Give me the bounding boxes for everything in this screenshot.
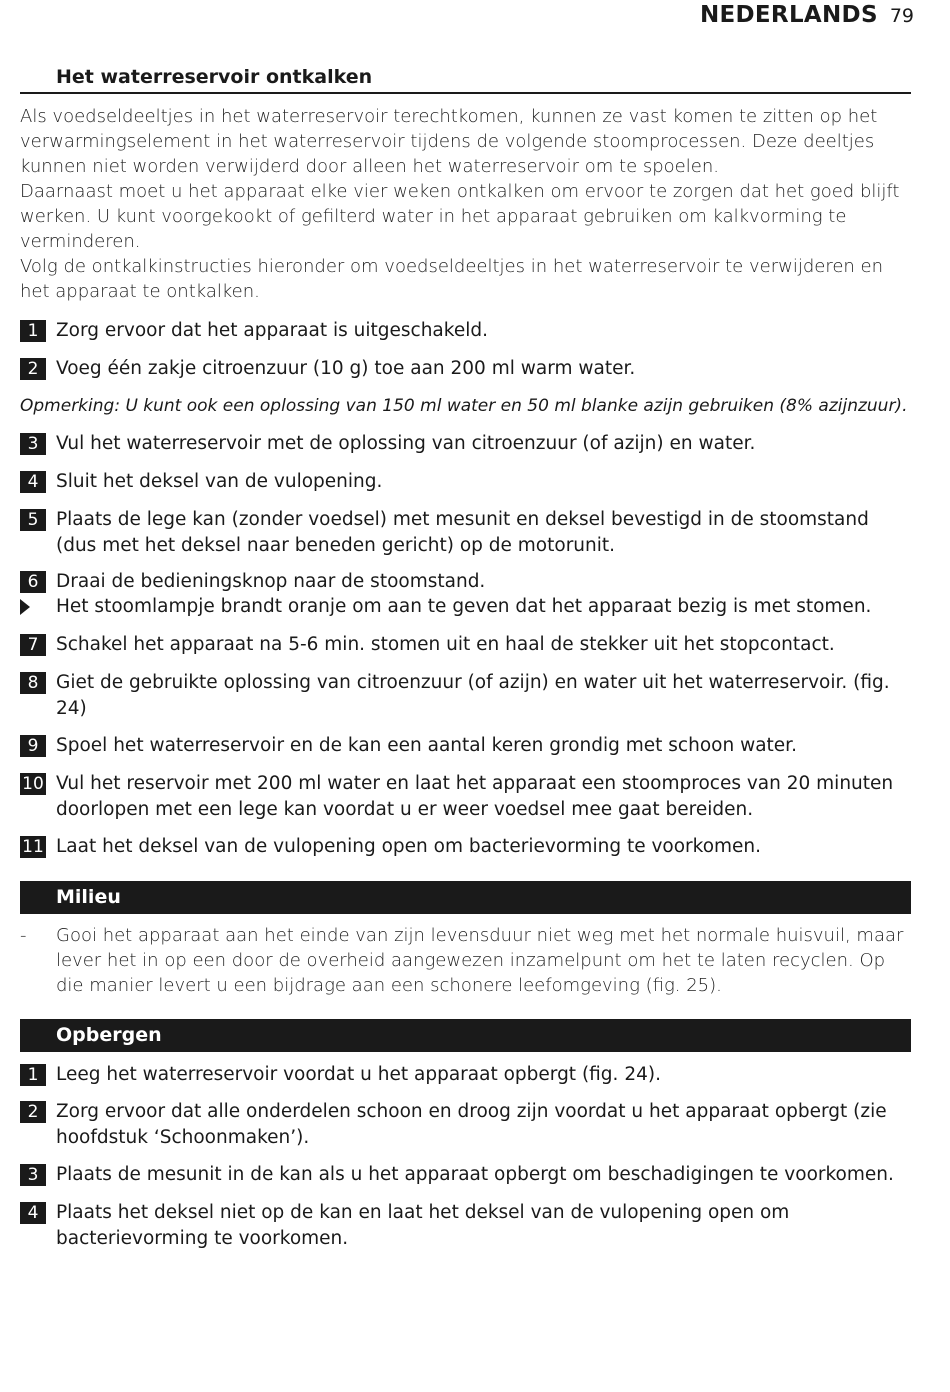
dash-marker: - xyxy=(20,925,27,946)
step-result-text: Het stoomlampje brandt oranje om aan te geven dat het apparaat bezig is met stomen. xyxy=(56,596,872,617)
section-title-milieu: Milieu xyxy=(20,881,911,914)
milieu-list-item xyxy=(20,923,911,998)
step-number: 2 xyxy=(20,358,46,380)
step-number: 1 xyxy=(20,320,46,342)
page-header xyxy=(700,2,914,28)
step-text: Laat het deksel van de vulopening open om bacterievorming te voorkomen. xyxy=(56,836,762,857)
step-text: Spoel het waterreservoir en de kan een aantal keren grondig met schoon water. xyxy=(56,735,797,756)
descale-step xyxy=(20,632,915,658)
note-text: Opmerking: U kunt ook een oplossing van 150 ml water en 50 ml blanke azijn gebruiken (8% azijnzuur). xyxy=(20,396,908,416)
intro-paragraph: Volg de ontkalkinstructies hieronder om voedseldeeltjes in het waterreservoir te verwijderen en het apparaat te ontkalken. xyxy=(20,256,884,302)
page-number: 79 xyxy=(889,5,914,27)
step-text: Leeg het waterreservoir voordat u het apparaat opbergt (fig. 24). xyxy=(56,1064,661,1085)
step-text: Plaats de mesunit in de kan als u het apparaat opbergt om beschadigingen te voorkomen. xyxy=(56,1164,894,1185)
step-number: 2 xyxy=(20,1101,46,1123)
step-text: Voeg één zakje citroenzuur (10 g) toe aan 200 ml warm water. xyxy=(56,358,636,379)
language-label: NEDERLANDS xyxy=(699,2,878,28)
descale-step xyxy=(20,569,915,595)
storage-step xyxy=(20,1162,915,1188)
section-title-descale: Het waterreservoir ontkalken xyxy=(20,66,911,94)
step-number: 3 xyxy=(20,433,46,455)
step-number: 6 xyxy=(20,571,46,593)
step-text: Plaats de lege kan (zonder voedsel) met mesunit en deksel bevestigd in de stoomstand (dus met het deksel naar beneden gericht) op de motorunit. xyxy=(56,509,869,556)
step-number: 5 xyxy=(20,509,46,531)
intro-paragraph: Daarnaast moet u het apparaat elke vier weken ontkalken om ervoor te zorgen dat het goed blijft werken. U kunt voorgekookt of gefilterd water in het apparaat gebruiken om kalkvorming te verminderen. xyxy=(20,181,900,252)
step-text: Draai de bedieningsknop naar de stoomstand. xyxy=(56,571,486,592)
step-number: 3 xyxy=(20,1164,46,1186)
descale-intro xyxy=(20,104,911,304)
step-number: 4 xyxy=(20,471,46,493)
descale-step xyxy=(20,318,915,344)
descale-step xyxy=(20,733,915,759)
result-bullet-icon xyxy=(20,599,30,615)
step-number: 11 xyxy=(20,836,46,858)
step-number: 4 xyxy=(20,1202,46,1224)
descale-step xyxy=(20,356,915,382)
step-text: Vul het reservoir met 200 ml water en laat het apparaat een stoomproces van 20 minuten doorlopen met een lege kan voordat u er weer voedsel mee gaat bereiden. xyxy=(56,773,894,820)
descale-step xyxy=(20,771,915,822)
step-number: 10 xyxy=(20,773,46,795)
step-number: 1 xyxy=(20,1064,46,1086)
storage-step xyxy=(20,1099,915,1150)
descale-step xyxy=(20,834,915,860)
step-text: Zorg ervoor dat alle onderdelen schoon en droog zijn voordat u het apparaat opbergt (zie hoofdstuk ‘Schoonmaken’). xyxy=(56,1101,887,1148)
step-number: 8 xyxy=(20,672,46,694)
step-text: Zorg ervoor dat het apparaat is uitgeschakeld. xyxy=(56,320,488,341)
step-text: Plaats het deksel niet op de kan en laat het deksel van de vulopening open om bacterievorming te voorkomen. xyxy=(56,1202,790,1249)
step-number: 7 xyxy=(20,634,46,656)
storage-step xyxy=(20,1200,915,1251)
descale-step xyxy=(20,469,915,495)
section-title-opbergen: Opbergen xyxy=(20,1019,911,1052)
milieu-text: Gooi het apparaat aan het einde van zijn levensduur niet weg met het normale huisvuil, maar lever het in op een door de overheid aangewezen inzamelpunt om het te laten recyclen. Op die manier levert u een bijdrage aan een schonere leefomgeving (fig. 25). xyxy=(56,925,904,996)
descale-step xyxy=(20,431,915,457)
storage-step xyxy=(20,1062,915,1088)
intro-paragraph: Als voedseldeeltjes in het waterreservoir terechtkomen, kunnen ze vast komen te zitten op het verwarmingselement in het waterreservoir tijdens de volgende stoomprocessen. Deze deeltjes kunnen niet worden verwijderd door alleen het waterreservoir om te spoelen. xyxy=(20,106,878,177)
step-text: Vul het waterreservoir met de oplossing van citroenzuur (of azijn) en water. xyxy=(56,433,756,454)
step-text: Schakel het apparaat na 5-6 min. stomen uit en haal de stekker uit het stopcontact. xyxy=(56,634,835,655)
step-text: Giet de gebruikte oplossing van citroenzuur (of azijn) en water uit het waterreservoir. (fig. 24) xyxy=(56,672,890,719)
descale-step xyxy=(20,670,915,721)
step-text: Sluit het deksel van de vulopening. xyxy=(56,471,383,492)
step-number: 9 xyxy=(20,735,46,757)
descale-step xyxy=(20,507,915,558)
